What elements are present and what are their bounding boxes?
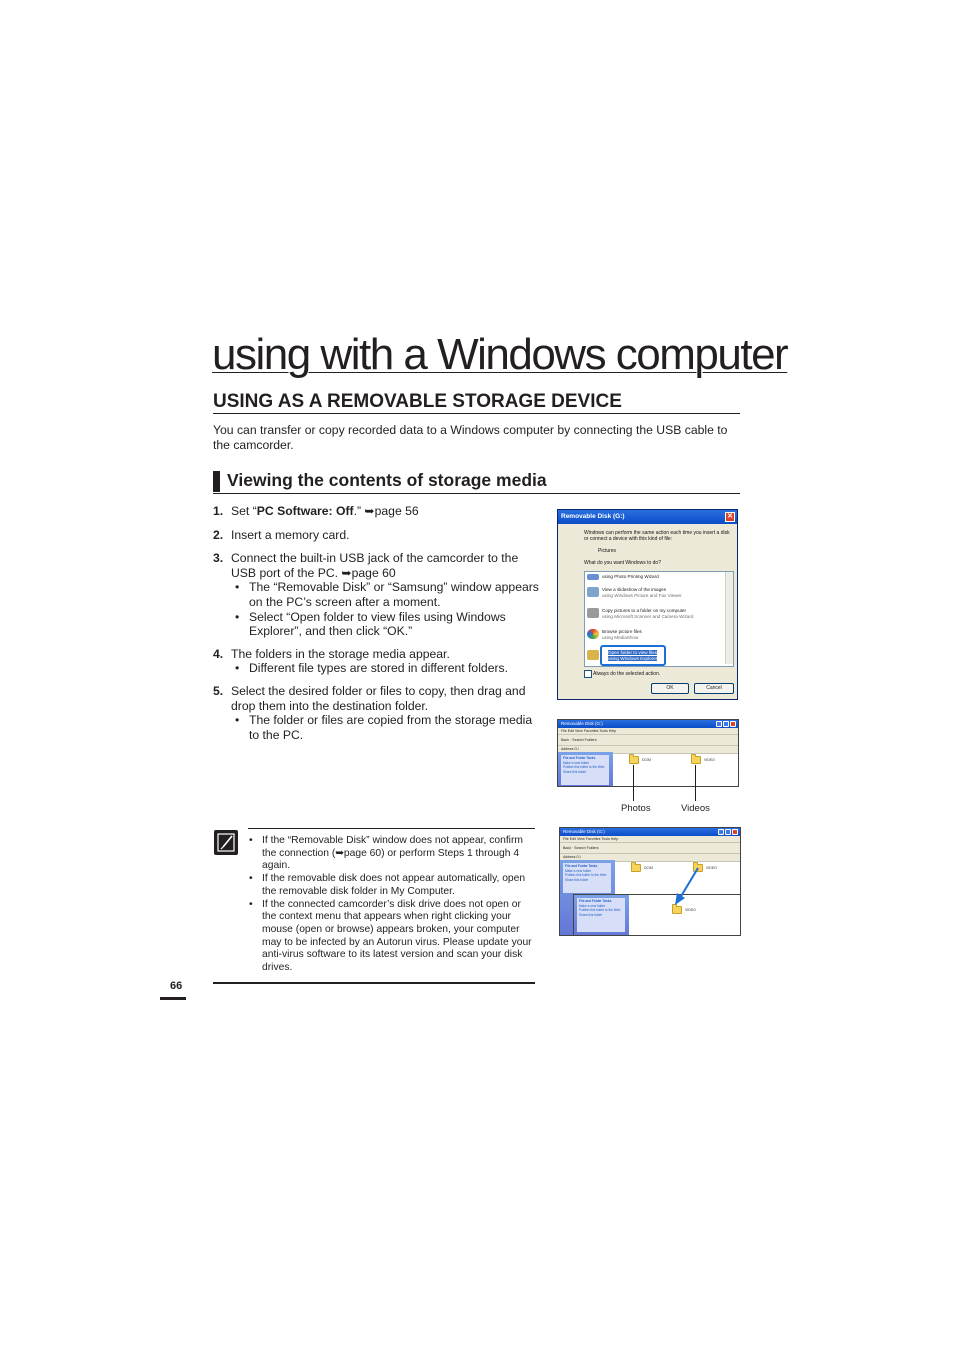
selection-highlight (600, 645, 666, 666)
note-pencil-icon (214, 830, 238, 855)
callout-photos: Photos (621, 803, 651, 814)
step-bullet: • Select “Open folder to view files using Windows Explorer”, and then click “OK.” (231, 610, 543, 639)
step-text: The folders in the storage media appear. (231, 646, 450, 661)
step-bullet: • The folder or files are copied from the storage media to the PC. (231, 713, 543, 742)
explorer-window-2 (559, 827, 741, 936)
note-item: • If the removable disk does not appear automatically, open the removable disk folder in My Computer. (248, 873, 538, 898)
step-text: Select the desired folder or files to copy, then drag and drop them into the destination folder. (231, 683, 526, 713)
chapter-title: using with a Windows computer (212, 330, 788, 379)
task-pane (558, 752, 613, 787)
explorer-title: Removable Disk (G:) (563, 829, 605, 834)
folder-icon[interactable] (691, 756, 701, 764)
toolbar[interactable]: Back · Search Folders (558, 735, 738, 746)
option-label: Browse picture files (602, 629, 642, 634)
address-bar[interactable]: Address G:\ (560, 854, 740, 862)
action-option[interactable] (587, 629, 642, 640)
close-icon[interactable] (730, 721, 736, 727)
dialog-file-type: Pictures (598, 548, 617, 554)
note-item: • If the connected camcorder’s disk drive does not open or the context menu that appears when right clicking your mouse (open or browse) appears broken, your computer may to be infected by an Autorun virus. Please update your anti-virus software to its latest version and scan your disk drives. (248, 899, 538, 975)
panel-link[interactable]: Publish this folder to the Web (565, 873, 607, 877)
option-label: View a slideshow of the images (602, 587, 667, 592)
explorer-window-1 (557, 719, 739, 787)
minimize-icon[interactable] (716, 721, 722, 727)
panel-title: File and Folder Tasks (579, 899, 612, 903)
task-panel (561, 755, 609, 785)
callout-videos: Videos (681, 803, 710, 814)
panel-title: File and Folder Tasks (563, 756, 596, 760)
always-checkbox[interactable] (584, 670, 592, 678)
step-number: 5. (213, 683, 224, 698)
destination-window (573, 894, 741, 936)
task-panel (577, 898, 625, 932)
folder-icon[interactable] (631, 864, 641, 872)
folder-label: VIDEO (704, 758, 715, 762)
step-2 (213, 528, 543, 543)
task-pane (574, 895, 629, 936)
action-option[interactable] (587, 574, 659, 580)
step-number: 4. (213, 646, 224, 661)
panel-link[interactable]: Publish this folder to the Web (579, 908, 621, 912)
callout-line (633, 765, 634, 801)
folder-icon[interactable] (629, 756, 639, 764)
panel-link[interactable]: Share this folder (565, 877, 589, 882)
panel-title: File and Folder Tasks (565, 864, 598, 868)
minimize-icon[interactable] (718, 829, 724, 835)
address-bar[interactable]: Address G:\ (558, 746, 738, 754)
steps-list (213, 504, 543, 750)
action-option[interactable] (587, 587, 682, 598)
step-text: Set “ (231, 504, 257, 518)
dialog-title: Removable Disk (G:) (561, 513, 625, 520)
intro-paragraph: You can transfer or copy recorded data to a Windows computer by connecting the USB cable to the camcorder. (213, 423, 728, 452)
step-1 (213, 504, 543, 519)
printer-icon (587, 574, 599, 580)
step-number: 1. (213, 504, 224, 518)
explorer-titlebar (560, 828, 740, 836)
menu-bar[interactable]: File Edit View Favorites Tools Help (558, 728, 738, 735)
step-5 (213, 684, 543, 742)
folder-label: DCIM (644, 866, 653, 870)
folder-icon (587, 650, 599, 660)
option-sublabel: using Microsoft Scanner and Camera Wizard (602, 613, 694, 619)
folder-label: VIDEO (706, 866, 717, 870)
maximize-icon[interactable] (725, 829, 731, 835)
folder-label: VIDEO (685, 908, 696, 912)
option-label: Copy pictures to a folder on my computer (602, 608, 687, 613)
step-bullet: • Different file types are stored in different folders. (231, 661, 543, 676)
list-scrollbar[interactable] (725, 572, 733, 664)
step-text: Insert a memory card. (231, 527, 350, 542)
step-number: 2. (213, 527, 224, 542)
subsection-title: Viewing the contents of storage media (227, 470, 547, 490)
step-number: 3. (213, 551, 224, 566)
dialog-question: What do you want Windows to do? (584, 560, 661, 566)
option-sublabel: using Windows Picture and Fax Viewer (602, 592, 682, 598)
page-number: 66 (170, 980, 183, 992)
slideshow-icon (587, 587, 599, 597)
mediashow-icon (587, 629, 599, 639)
task-panel (563, 863, 611, 893)
dialog-titlebar (558, 510, 737, 524)
action-option[interactable] (587, 608, 693, 619)
note-divider-bottom (213, 982, 535, 984)
page-number-bar (160, 997, 186, 1000)
panel-link[interactable]: Share this folder (579, 912, 603, 917)
subsection-bar (213, 471, 220, 492)
removable-disk-dialog (557, 509, 738, 700)
cancel-button[interactable]: Cancel (694, 683, 734, 694)
scanner-icon (587, 608, 599, 618)
panel-link[interactable]: Publish this folder to the Web (563, 765, 605, 769)
folder-label: DCIM (642, 758, 651, 762)
note-item: • If the “Removable Disk” window does not appear, confirm the connection (➥page 60) or perform Steps 1 through 4 again. (248, 835, 538, 873)
note-box (248, 835, 538, 975)
maximize-icon[interactable] (723, 721, 729, 727)
menu-bar[interactable]: File Edit View Favorites Tools Help (560, 836, 740, 843)
option-sublabel: using Windows Explorer (608, 655, 658, 661)
panel-link[interactable]: Make a new folder (565, 868, 592, 873)
panel-link[interactable]: Make a new folder (563, 760, 590, 765)
option-label: using Photo Printing Wizard (602, 574, 659, 579)
option-sublabel: using MediaShow (602, 634, 639, 640)
panel-link[interactable]: Share this folder (563, 769, 587, 774)
setting-name: PC Software: Off (256, 504, 354, 518)
step-4 (213, 647, 543, 676)
note-divider-top (248, 828, 535, 829)
toolbar[interactable]: Back · Search Folders (560, 843, 740, 854)
subsection-heading (213, 470, 740, 494)
panel-link[interactable]: Make a new folder (579, 903, 606, 908)
callout-line (695, 765, 696, 801)
always-label: Always do the selected action. (593, 671, 661, 677)
section-title: USING AS A REMOVABLE STORAGE DEVICE (213, 391, 740, 414)
step-3 (213, 551, 543, 639)
step-bullet: • The “Removable Disk” or “Samsung” window appears on the PC’s screen after a moment. (231, 580, 543, 609)
dialog-message: Windows can perform the same action each time you insert a disk or connect a device with this kind of file: (584, 530, 730, 542)
drag-arrow-icon (660, 850, 710, 910)
ok-button[interactable]: OK (651, 683, 689, 694)
close-icon[interactable] (732, 829, 738, 835)
explorer-titlebar (558, 720, 738, 728)
close-icon[interactable]: ✕ (725, 512, 735, 522)
option-label: Open folder to view files (608, 650, 658, 655)
explorer-title: Removable Disk (G:) (561, 721, 603, 726)
step-text: .” ➥page 56 (353, 504, 419, 518)
step-text: Connect the built-in USB jack of the camcorder to the USB port of the PC. ➥page 60 (231, 551, 519, 580)
